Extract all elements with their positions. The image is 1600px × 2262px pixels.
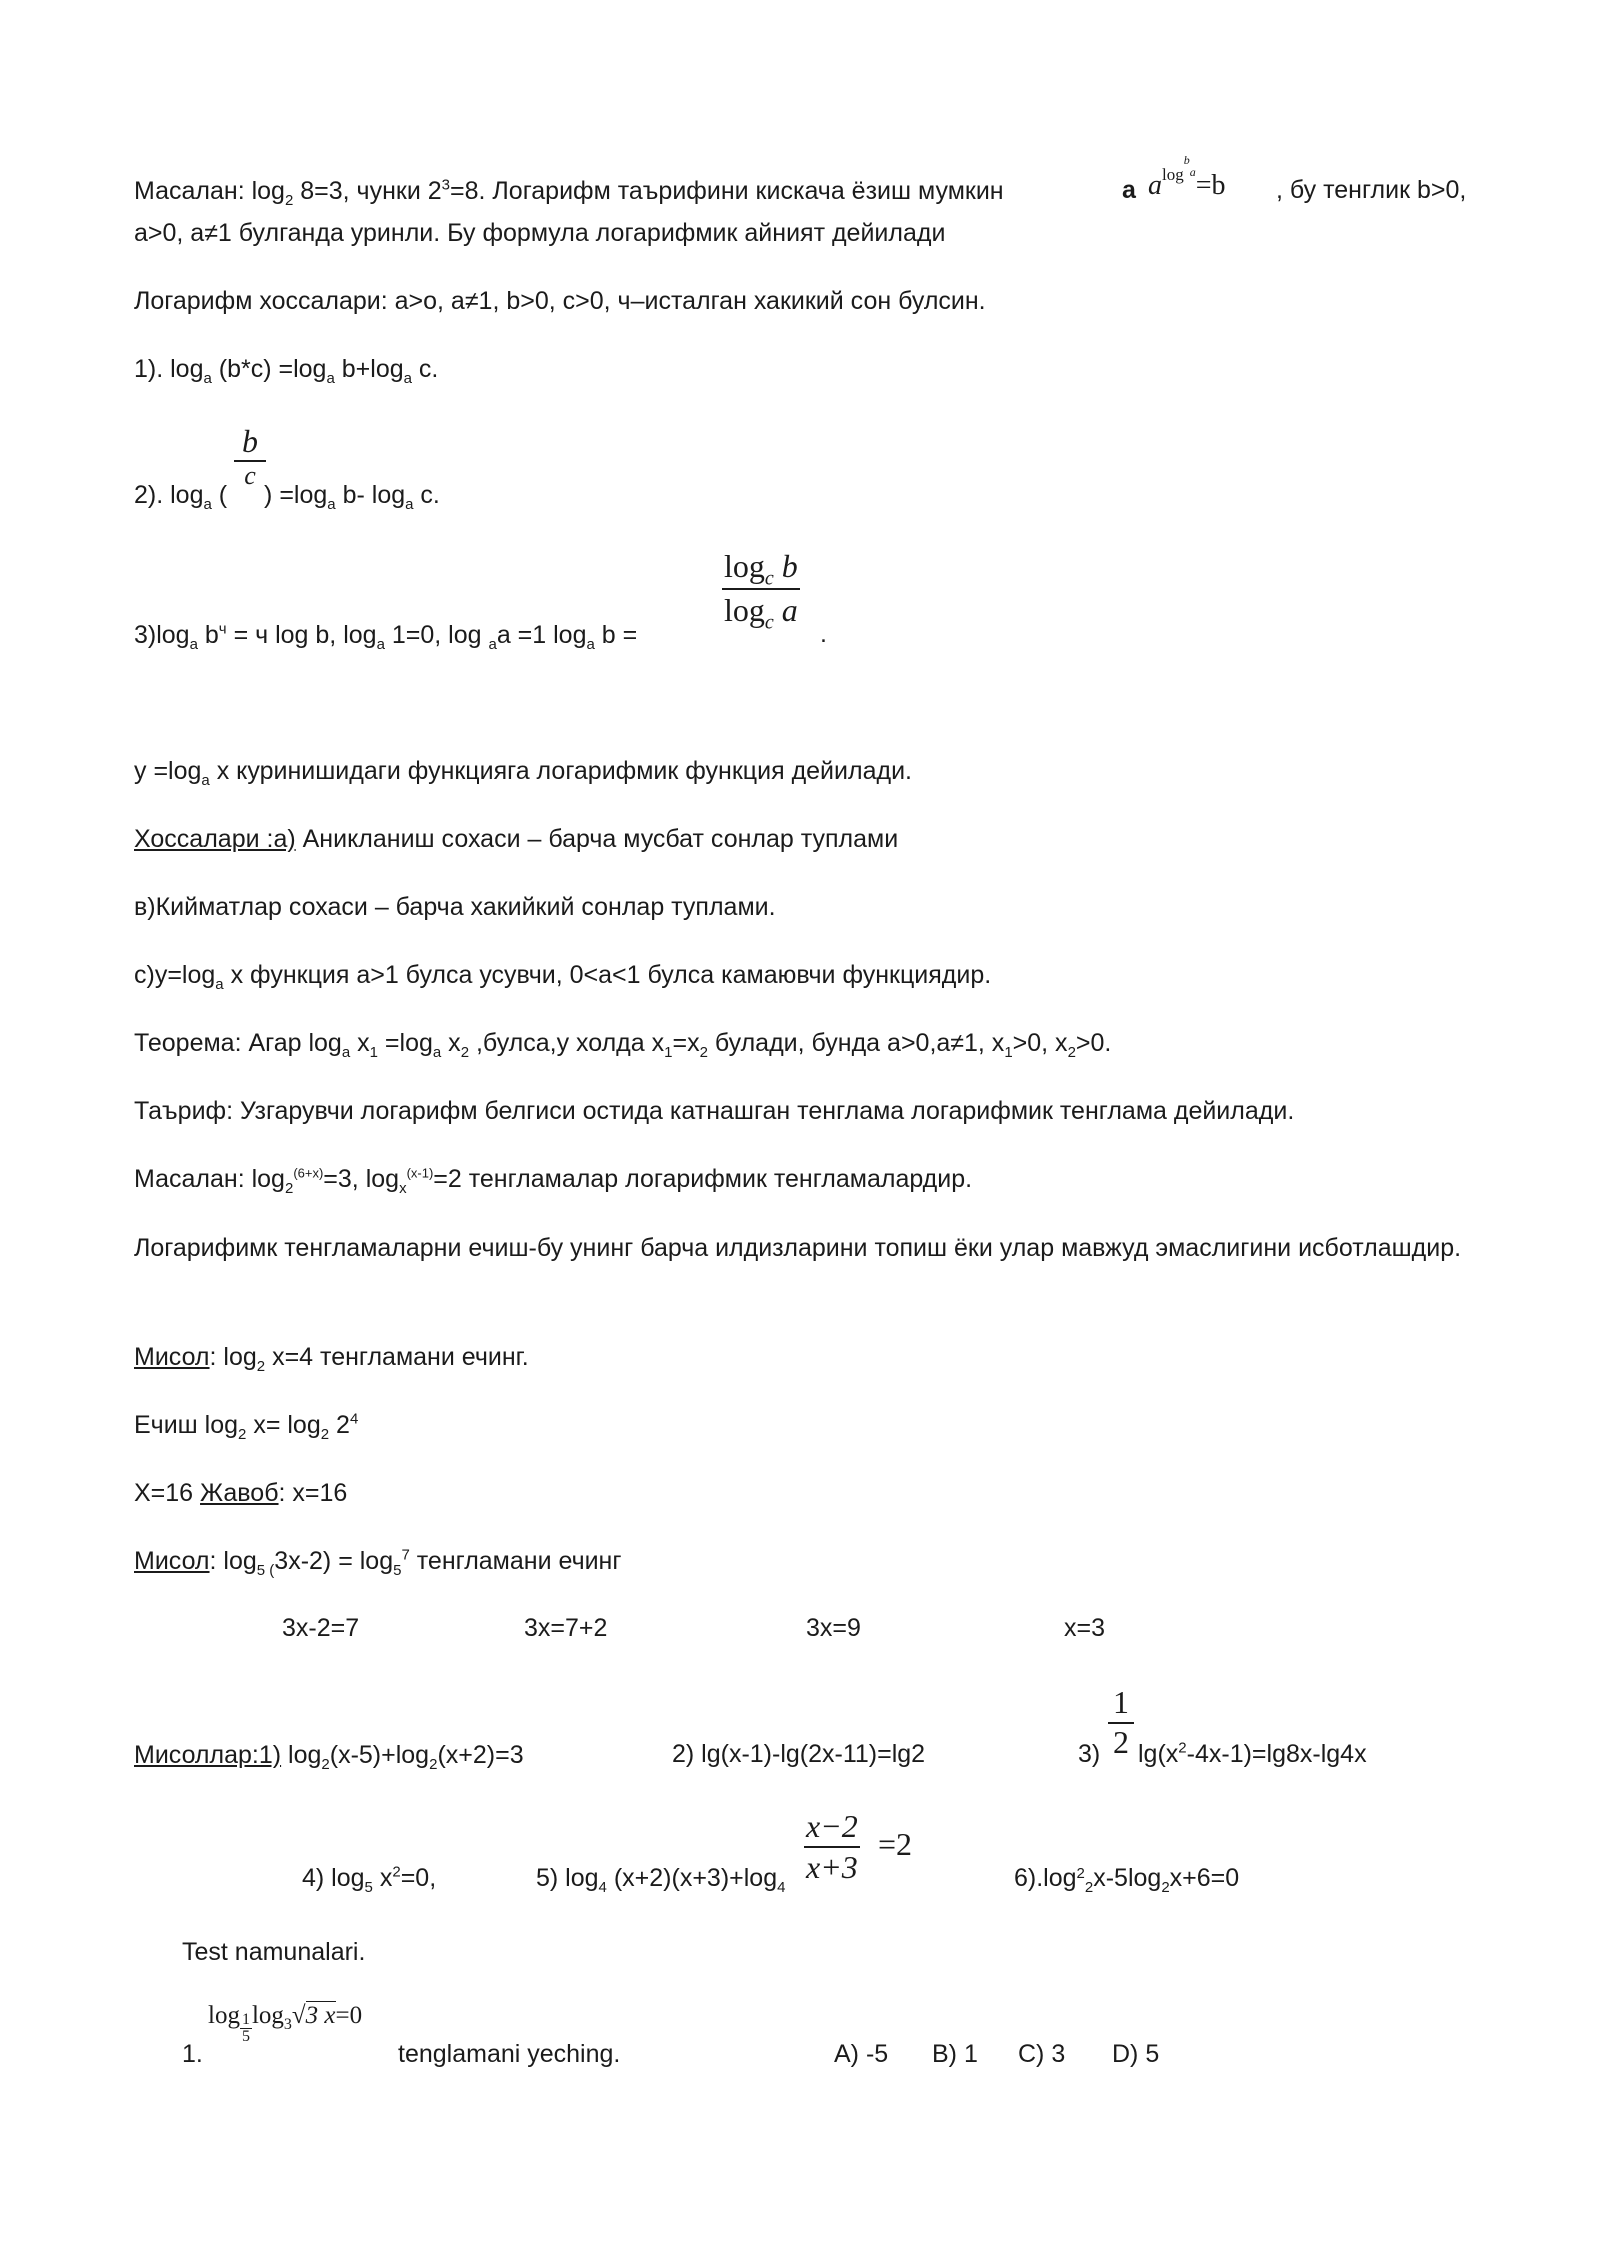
intro-line-1: Масалан: $\log_2 8=3$, чунки $2^3=8$. Логарифм таърифини кискача ёзиш мумкин (134, 176, 1004, 209)
solving-definition: Логарифимк тенгламаларни ечиш-бу унинг барча илдизларини топиш ёки улар мавжуд эмаслигини исботлашдир. (134, 1234, 1462, 1262)
example-1: Мисол: $\log_2 x=4$ тенгламани ечинг. (134, 1343, 529, 1375)
step-1: 3x-2=7 (282, 1614, 360, 1642)
test-title: Test namunalari. (182, 1938, 366, 1966)
solution-1: Ечиш $\log_2 x= \log_2 2^4$ (134, 1410, 359, 1443)
intro-line-1-end: , бу тенглик b>0, (1276, 176, 1467, 204)
exercise-5-fraction: $\frac{x-2}{x+3}$ (806, 1808, 858, 1885)
test-1-text: tenglamani yeching. (398, 2040, 621, 2068)
answer-1: X=16 Жавоб: x=16 (134, 1479, 348, 1507)
properties-intro: Логарифм хоссалари: a>o, a≠1, b>0, c>0, ч–исталган хакикий сон булсин. (134, 287, 986, 315)
test-1-option-c: C) 3 (1018, 2040, 1066, 2068)
function-properties-c: $с)y=\log_a$ x функция a>1 булса усувчи, 0<a<1 булса камаювчи функциядир. (134, 961, 992, 993)
sqrt-icon: √ (291, 2002, 306, 2029)
step-2: 3x=7+2 (524, 1614, 608, 1642)
exercise-6: $6).\log_{22}x-5\log_2x+6=0$ (1014, 1864, 1240, 1896)
function-properties-a: Хоссалари :а) Аникланиш сохаси – барча мусбат сонлар туплами (134, 825, 899, 853)
property-3-end: . (820, 620, 827, 648)
fraction-b-over-c: b c (234, 422, 266, 490)
exercise-5: 5) $\log_4 (x+2)(x+3)+\log_4$ (536, 1864, 786, 1896)
exercise-3-label: 3) (1078, 1740, 1101, 1768)
test-1-formula: log $\frac{1}{5}$ $\log_3√3$ x=0 (208, 2002, 363, 2045)
step-4: x=3 (1064, 1614, 1106, 1642)
example-equations: Масалан: $\log_2^{(6+x)}=3$, $\log_x^{(x-1)}=2$ тенгламалар логарифмик тенгламалардир. (134, 1165, 973, 1197)
exercise-2: 2) lg(x-1)-lg(2x-11)=lg2 (672, 1740, 926, 1768)
property-3: $3)\log_a$ $b^ч = ч$ log b, $\log_a 1=0$, log $_a$a =1 $\log_a b$ = (134, 620, 638, 653)
function-definition: $y =\log_a$ x куринишидаги функцияга логарифмик функция дейилади. (134, 757, 912, 789)
definition: Таъриф: Узгарувчи логарифм белгиси остида катнашган тенглама логарифмик тенглама дейилади. (134, 1097, 1295, 1125)
identity-formula: $a^{logba}=b$ (1148, 153, 1226, 201)
test-1-option-a: A) -5 (834, 2040, 889, 2068)
theorem: Теорема: Агар $\log_a x_1 =\log_a$ $x_2$ ,булса,у холда $x_1=x_2$ булади, бунда a>0,a≠1, $x_1>0$, $x_2>0$. (134, 1029, 1112, 1061)
change-of-base-fraction: $\frac{\log_c b}{\log_c a}$ (722, 544, 800, 630)
exercise-4: 4) $\log_5 x^2=0$, (302, 1863, 437, 1896)
function-properties-b: в)Кийматлар сохаси – барча хакийкий сонлар туплами. (134, 893, 776, 921)
property-1: 1). $\log_a (b*c) =\log_a$ $b+\log_a$ c. (134, 355, 439, 387)
test-1-number: 1. (182, 2040, 203, 2068)
exercise-1: Мисоллар:1) $\log_2(x-5)+\log_2(x+2)=3$ (134, 1741, 524, 1773)
property-2: 2). $\log_a$ ( ) $=\log_a$ b- $\log_a c$. (134, 481, 440, 513)
example-2: Мисол: $\log_{5 (}3x-2) = \log_5^7$ тенгламани ечинг (134, 1546, 622, 1579)
bold-a: a (1122, 176, 1136, 204)
step-3: 3x=9 (806, 1614, 861, 1642)
fraction-one-half: $\frac{1}{2}$ (1108, 1682, 1134, 1760)
intro-line-2: a>0, a≠1 булганда уринли. Бу формула логарифмик айният дейилади (134, 219, 946, 247)
exercise-5-rhs: =2 (878, 1826, 913, 1862)
test-1-option-b: B) 1 (932, 2040, 978, 2068)
exercise-3: $\lg(x^2-4x-1)=\lg 8x-\lg 4x$ (1138, 1739, 1367, 1768)
test-1-option-d: D) 5 (1112, 2040, 1160, 2068)
